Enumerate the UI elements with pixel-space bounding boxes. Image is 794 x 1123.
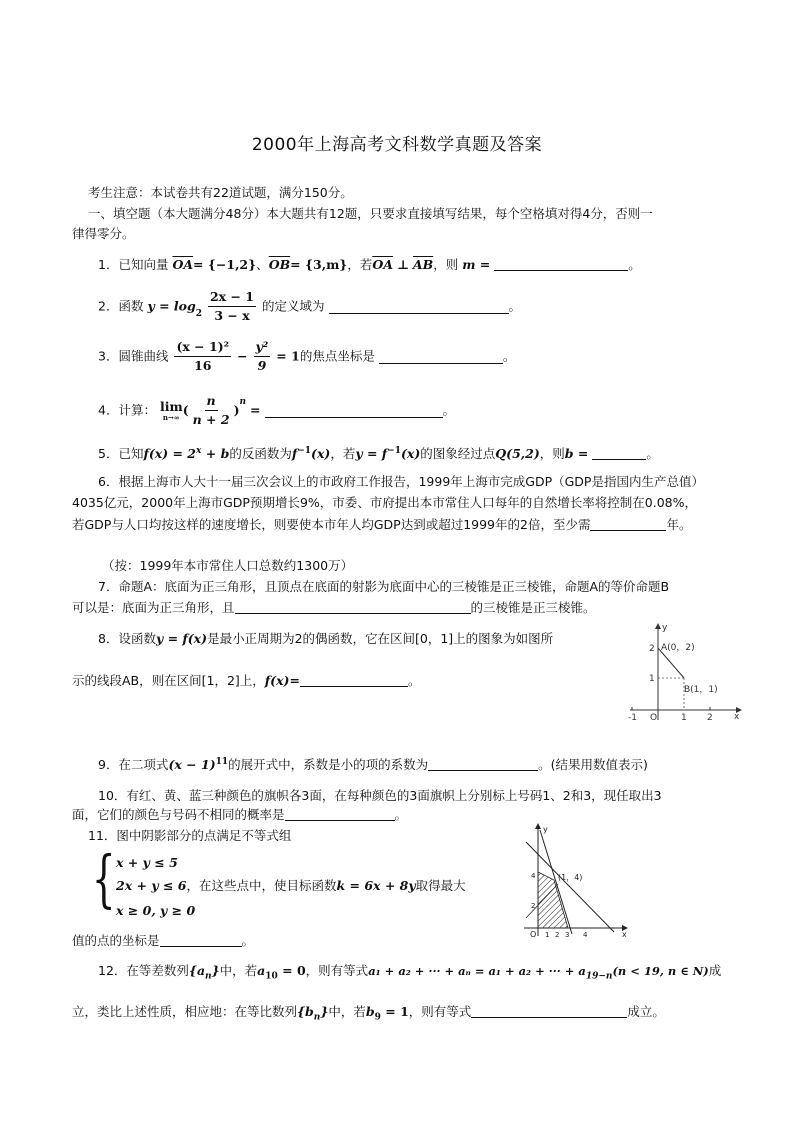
- exam-notice: 考生注意：本试卷共有22道试题，满分150分。: [88, 185, 353, 200]
- tick-x3: 3: [565, 931, 570, 938]
- origin-label: O: [530, 930, 537, 938]
- answer-blank-q12[interactable]: [471, 1004, 627, 1018]
- tick-x4: 4: [583, 931, 588, 938]
- answer-blank-q8[interactable]: [300, 673, 408, 687]
- question-8-line1: 8．设函数y = f(x)是最小正周期为2的偶函数，它在区间[0，1]上的图象为如图所: [98, 631, 554, 646]
- question-6-line1: 6．根据上海市人大十一届三次会议上的市政府工作报告，1999年上海市完成GDP（GDP是指国内生产总值）: [98, 474, 704, 489]
- inequality-2-line: 2x + y ≤ 6，在这些点中，使目标函数k = 6x + 8y取得最大: [116, 878, 466, 893]
- tick-y4: 4: [531, 872, 536, 880]
- tick-y2: 2: [649, 644, 655, 654]
- x-axis-label: x: [734, 712, 740, 722]
- answer-blank-q9[interactable]: [428, 757, 538, 771]
- q8-function-graph: [628, 620, 746, 724]
- question-11-intro: 11．图中阴影部分的点满足不等式组: [88, 828, 292, 843]
- page-title: 2000年上海高考文科数学真题及答案: [251, 135, 543, 155]
- question-8-line2: 示的线段AB，则在区间[1，2]上，f(x)= 。: [72, 673, 421, 688]
- answer-blank-q5[interactable]: [592, 446, 646, 460]
- question-5: 5．已知$f(x) = 2^x + b$的反函数为$f^{-1}(x)$，若$y = f^{-1}(x)$的图象经过点Q(5,2)，则b = 。: [98, 446, 659, 462]
- y-axis-arrow-icon: [655, 623, 661, 629]
- tick-x2: 2: [555, 931, 560, 938]
- x-axis-label: x: [622, 930, 627, 938]
- q11-feasible-region-graph: [518, 822, 636, 938]
- question-4: 4．计算： lim n→∞ ( $\frac{n}{n + 2}$ )$^n$ = 。: [98, 393, 456, 427]
- tick-x1: 1: [681, 713, 687, 723]
- point-b-label: B(1，1): [684, 685, 718, 695]
- section-intro-line2: 律得零分。: [72, 226, 135, 241]
- tick-x1: 1: [545, 931, 550, 938]
- question-7-line2: 可以是：底面为正三角形，且 的三棱锥是正三棱锥。: [72, 600, 596, 615]
- question-3: 3．圆锥曲线 $\frac{\text{(x − 1)²}}{16}$ − $\frac{\text{y²}}{9}$ = 1的焦点坐标是 。: [98, 339, 516, 373]
- answer-blank-q11[interactable]: [160, 933, 242, 947]
- tick-x2: 2: [707, 713, 713, 723]
- tick-x-neg1: -1: [628, 713, 637, 723]
- question-6-line2: 4035亿元，2000年上海市GDP预期增长9%，市委、市府提出本市常住人口每年的自然增长率将控制在0.08%，: [72, 495, 698, 510]
- answer-blank-q10[interactable]: [285, 807, 395, 821]
- point-a-label: A(0，2): [661, 643, 695, 653]
- section-intro-line1: 一、填空题（本大题满分48分）本大题共有12题，只要求直接填写结果，每个空格填对得4分，否则一: [88, 206, 653, 221]
- question-12-line1: 12．在等差数列$\{a_n\}$中，若$a_{10} = 0$，则有等式a₁ + a₂ + ··· + aₙ = a₁ + a₂ + ··· + $a_{19-n}(n < 19$, n ∈ N)成: [98, 963, 722, 982]
- y-axis-label: y: [662, 623, 668, 633]
- question-6-note: （按：1999年本市常住人口总数约1300万）: [102, 558, 354, 573]
- y-axis-arrow-icon: [535, 823, 541, 829]
- answer-blank-q6[interactable]: [590, 517, 666, 531]
- origin-label: O: [650, 713, 658, 723]
- question-10-line1: 10．有红、黄、蓝三种颜色的旗帜各3面，在每种颜色的3面旗帜上分别标上号码1、2和3，现任取出3: [98, 788, 662, 803]
- question-7-line1: 7．命题A：底面为正三角形，且顶点在底面的射影为底面中心的三棱锥是正三棱锥，命题A的等价命题B: [98, 579, 670, 594]
- question-12-line2: 立，类比上述性质，相应地：在等比数列$\{b_n\}$中，若$b_9 = 1$，则有等式 成立。: [72, 1004, 665, 1023]
- answer-blank-q7[interactable]: [235, 600, 471, 614]
- answer-blank-q4[interactable]: [265, 404, 443, 418]
- question-10-line2: 面，它们的颜色与号码不相同的概率是 。: [72, 807, 408, 822]
- question-9: 9．在二项式$(x - 1)^{11}$的展开式中，系数是小的项的系数为 。(结果用数值表示): [98, 757, 648, 773]
- inequality-1: x + y ≤ 5: [116, 855, 178, 870]
- y-axis-label: y: [543, 825, 548, 834]
- answer-blank-q1[interactable]: [494, 257, 628, 271]
- tick-y2: 2: [531, 902, 536, 910]
- answer-blank-q2[interactable]: [329, 300, 509, 314]
- tick-y1: 1: [649, 674, 655, 684]
- question-2: 2．函数 $y = \log_2$ $\frac{2x - 1}{3 - x}$ 的定义域为 。: [98, 289, 522, 323]
- question-11-last: 值的点的坐标是 。: [72, 933, 255, 948]
- question-1: 1．已知向量 $\overline{OA}= \{-1,2\}$、$\overline{OB}= \{3,m\}$，若$\overline{OA}$ ⊥ $\overline{AB}$，则 m = 。: [98, 257, 641, 272]
- system-brace: {: [91, 842, 116, 915]
- answer-blank-q3[interactable]: [379, 350, 503, 364]
- question-6-line3: 若GDP与人口均按这样的速度增长，则要使本市年人均GDP达到或超过1999年的2倍，至少需 年。: [72, 517, 692, 532]
- vertex-label: (1，4): [558, 873, 583, 882]
- inequality-3: x ≥ 0, y ≥ 0: [116, 903, 196, 918]
